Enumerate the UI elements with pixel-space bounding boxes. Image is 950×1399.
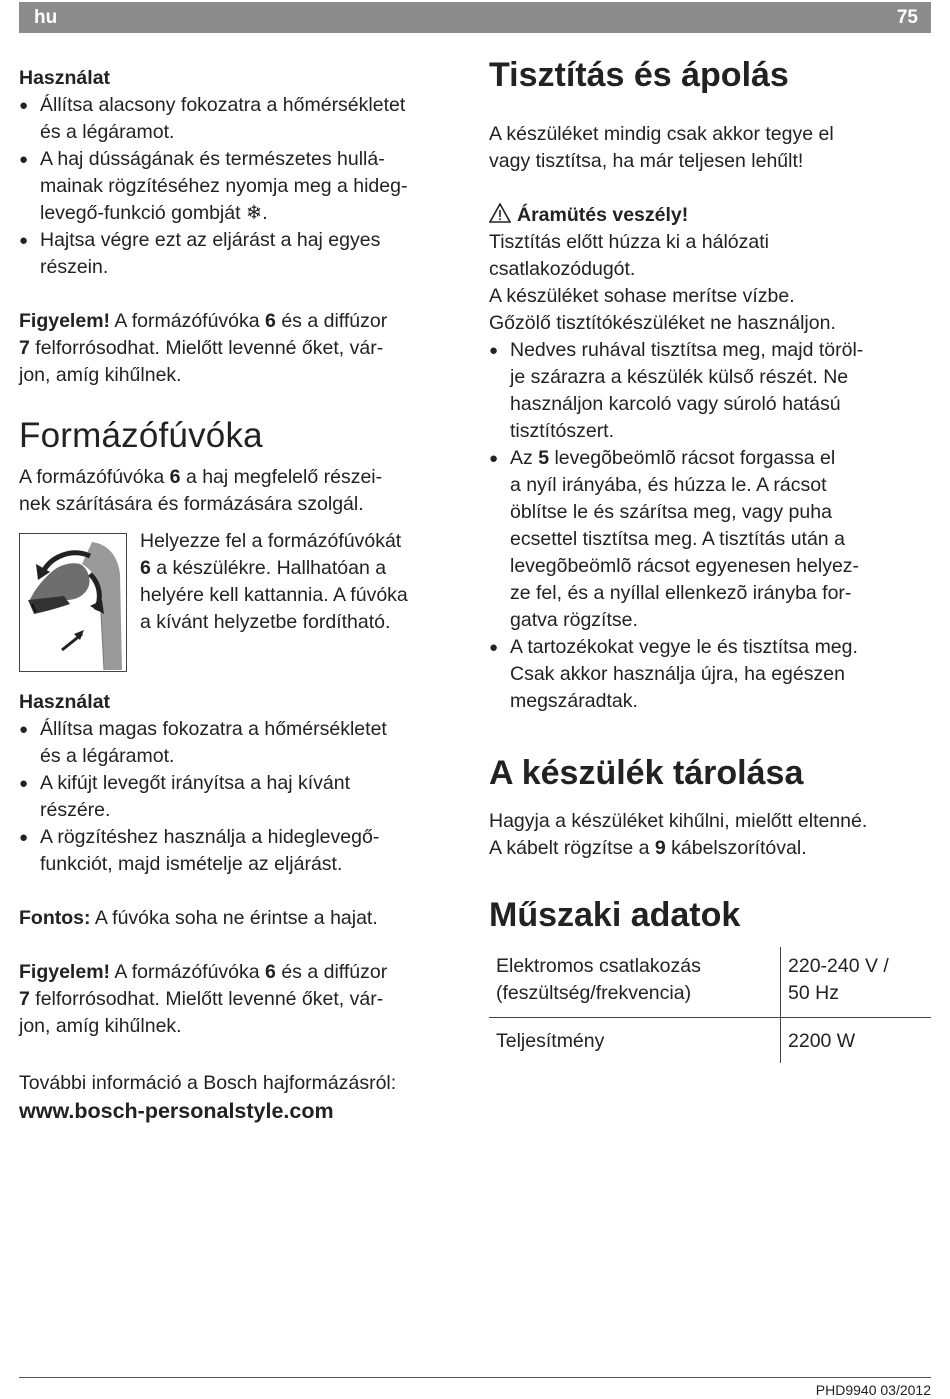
- header-bar: [19, 2, 931, 33]
- hair-dryer-nozzle-icon: [20, 534, 125, 670]
- bullet-icon: ●: [19, 151, 29, 168]
- list-item: ● A tartozékokat vegye le és tisztítsa meg. Csak akkor használja újra, ha egészen megszáradtak.: [489, 636, 858, 712]
- usage-list-2: [19, 716, 459, 878]
- list-item: ● Hajtsa végre ezt az eljárást a haj egyes részein.: [19, 229, 381, 278]
- bullet-icon: ●: [19, 232, 29, 249]
- spec-label: Teljesítmény: [496, 1030, 605, 1052]
- specs-table: [489, 947, 931, 1063]
- usage-heading: Használat: [19, 67, 111, 89]
- usage-section-1: [19, 65, 459, 281]
- bullet-icon: ●: [19, 829, 29, 846]
- list-item: ● A haj dússágának és természetes hullá- mainak rögzítéséhez nyomja meg a hideg- levegő-funkció gombját ❄.: [19, 148, 408, 224]
- cleaning-list: [489, 337, 931, 715]
- table-row: [489, 947, 931, 1018]
- storage-title: A készülék tárolása: [489, 754, 804, 792]
- nozzle-attach-illustration: [19, 533, 127, 672]
- right-column: [489, 55, 931, 1063]
- table-row: [489, 1018, 931, 1064]
- spec-value: 220-240 V / 50 Hz: [781, 947, 932, 1018]
- bullet-icon: ●: [19, 97, 29, 114]
- usage-list-1: [19, 92, 459, 281]
- bullet-icon: ●: [489, 639, 499, 656]
- website-link[interactable]: www.bosch-personalstyle.com: [19, 1099, 334, 1123]
- important-paragraph: Fontos: A fúvóka soha ne érintse a hajat.: [19, 907, 378, 929]
- bullet-icon: ●: [19, 721, 29, 738]
- storage-text: Hagyja a készüléket kihűlni, mielőtt eltenné. A kábelt rögzítse a 9 kábelszorítóval.: [489, 810, 868, 859]
- bullet-icon: ●: [489, 450, 499, 467]
- cleaning-title: Tisztítás és ápolás: [489, 56, 789, 94]
- bullet-icon: ●: [489, 342, 499, 359]
- nozzle-title: Formázófúvóka: [19, 416, 263, 455]
- language-code: hu: [34, 7, 58, 28]
- footer-divider: [19, 1377, 931, 1378]
- usage-heading: Használat: [19, 691, 111, 713]
- left-column: [19, 65, 459, 1037]
- list-item: ● Nedves ruhával tisztítsa meg, majd töröl- je szárazra a készülék külső részét. Ne használjon karcoló vagy súroló hatású tisztítószert.: [489, 339, 864, 442]
- page-number: 75: [896, 7, 918, 28]
- list-item: ● Állítsa alacsony fokozatra a hőmérsékletet és a légáramot.: [19, 94, 406, 143]
- bullet-icon: ●: [19, 775, 29, 792]
- list-item: ● A rögzítéshez használja a hideglevegő- funkciót, majd ismételje az eljárást.: [19, 826, 380, 875]
- list-item: ● Állítsa magas fokozatra a hőmérsékletet és a légáramot.: [19, 718, 387, 767]
- list-item: ● A kifújt levegőt irányítsa a haj kívánt részére.: [19, 772, 351, 821]
- model-date: PHD9940 03/2012: [815, 1382, 931, 1398]
- more-info: [19, 1070, 619, 1125]
- specs-title: Műszaki adatok: [489, 896, 741, 934]
- spec-value: 2200 W: [781, 1018, 932, 1064]
- nozzle-instructions: Helyezze fel a formázófúvókát 6 a készülékre. Hallhatóan a helyére kell kattannia. A fúvóka a kívánt helyzetbe fordítható.: [140, 530, 408, 633]
- list-item: ● Az 5 levegõbeömlõ rácsot forgassa el a nyíl irányába, és húzza le. A rácsot öblítse le és szárítsa meg, vagy puha ecsettel tisztítsa meg. A tisztítás után a levegõbeömlõ rácsot egyenesen helyez- ze fel, és a nyíllal ellenkezõ irányba for- gatva rögzítse.: [489, 447, 860, 631]
- nozzle-intro: A formázófúvóka 6 a haj megfelelő részei- nek szárítására és formázására szolgál.: [19, 466, 383, 515]
- cleaning-intro: A készüléket mindig csak akkor tegye el vagy tisztítsa, ha már teljesen lehűlt!: [489, 123, 834, 172]
- danger-heading: Áramütés veszély!: [489, 202, 931, 229]
- notice-paragraph-1: Figyelem! A formázófúvóka 6 és a diffúzor 7 felforrósodhat. Mielőtt levenné őket, vár- jon, amíg kihűlnek.: [19, 310, 388, 386]
- more-info-text: További információ a Bosch hajformázásról:: [19, 1072, 397, 1094]
- spec-label: Elektromos csatlakozás (feszültség/frekvencia): [489, 947, 781, 1018]
- danger-text: Tisztítás előtt húzza ki a hálózati csatlakozódugót. A készüléket sohase merítse vízbe. Gőzölő tisztítókészüléket ne használjon.: [489, 231, 836, 334]
- usage-section-2: [19, 689, 459, 1040]
- notice-paragraph-2: Figyelem! A formázófúvóka 6 és a diffúzor 7 felforrósodhat. Mielőtt levenné őket, vár- jon, amíg kihűlnek.: [19, 961, 388, 1037]
- warning-icon: [489, 203, 511, 223]
